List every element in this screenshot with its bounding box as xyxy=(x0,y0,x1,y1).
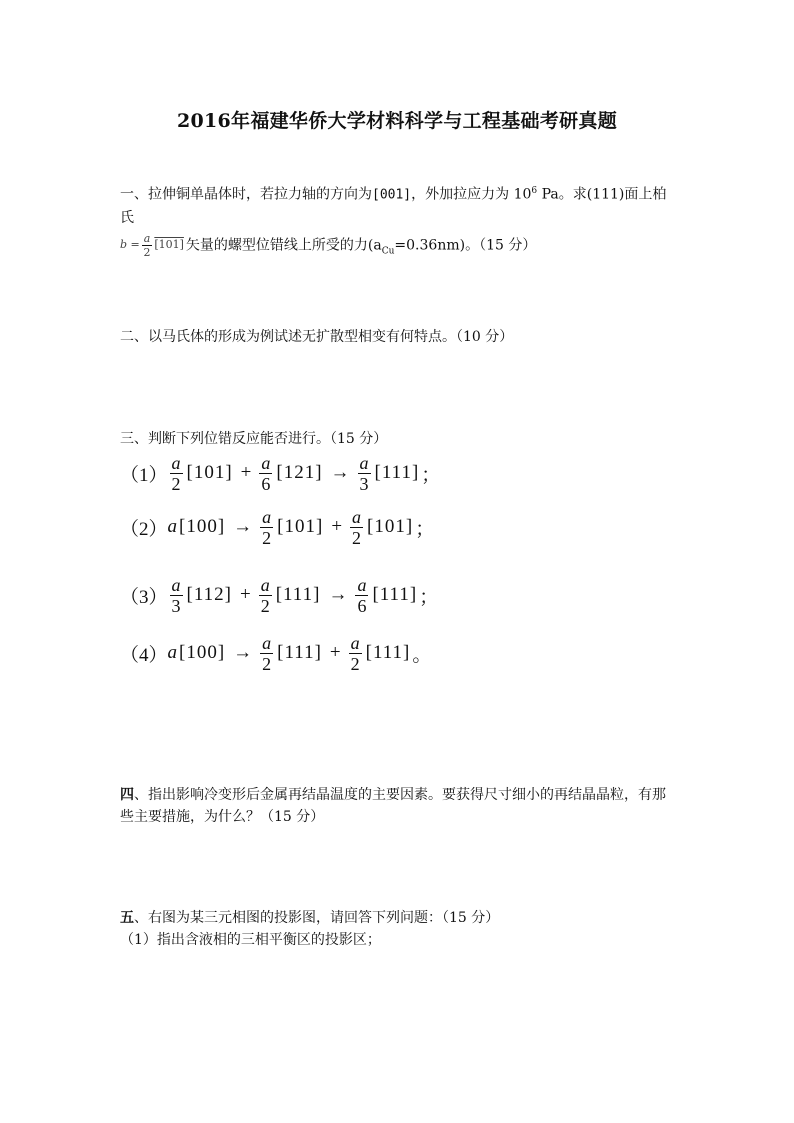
question-1-unit: Pa。求(111)面上柏氏 xyxy=(120,186,667,226)
question-1-line-2 xyxy=(120,233,680,262)
numerator: a xyxy=(260,574,270,595)
index: [101] xyxy=(367,516,414,537)
page-title: 2016年福建华侨大学材料科学与工程基础考研真题 xyxy=(176,110,618,132)
denominator: 2 xyxy=(350,653,360,674)
reaction-end: ； xyxy=(415,518,435,540)
question-5-number: 五 xyxy=(120,910,134,926)
fraction xyxy=(349,634,362,673)
question-5 xyxy=(120,907,680,951)
subscript-cu: Cu xyxy=(381,245,395,256)
fraction xyxy=(350,508,363,547)
reaction-label: （2） xyxy=(120,518,168,540)
index: [112] xyxy=(186,584,232,605)
direction-index: [001] xyxy=(372,187,412,203)
index: [101] xyxy=(277,516,324,537)
index: [111] xyxy=(275,584,321,605)
denominator: 6 xyxy=(357,595,367,616)
denominator: 2 xyxy=(262,653,272,674)
reaction-label: （3） xyxy=(120,586,168,608)
fraction xyxy=(259,576,272,615)
question-4-line-2: 些主要措施，为什么？（15 分） xyxy=(120,809,325,825)
numerator: a xyxy=(350,632,360,653)
question-2: 二、以马氏体的形成为例试述无扩散型相变有何特点。（10 分） xyxy=(120,329,514,345)
reaction-3 xyxy=(120,570,438,620)
index: [100] xyxy=(179,642,226,663)
fraction xyxy=(260,508,273,547)
index: [111] xyxy=(365,642,411,663)
denominator: 2 xyxy=(352,527,362,548)
question-4-line-1 xyxy=(120,784,680,806)
index: [111] xyxy=(277,642,322,663)
plus: + xyxy=(240,462,252,483)
numerator: a xyxy=(357,574,367,595)
question-4 xyxy=(120,784,680,828)
numerator: a xyxy=(171,452,181,473)
fraction xyxy=(358,454,371,493)
coefficient-a: a xyxy=(167,642,178,663)
denominator: 3 xyxy=(171,595,181,616)
arrow: → xyxy=(330,462,350,483)
formula-fraction xyxy=(142,233,153,258)
fraction xyxy=(259,454,272,493)
question-1-text-2: 矢量的螺型位错线上所受的力(a xyxy=(185,237,382,254)
fraction xyxy=(170,454,183,493)
question-4-text: 、指出影响冷变形后金属再结晶温度的主要因素。要获得尺寸细小的再结晶晶粒，有那 xyxy=(134,787,666,803)
reaction-end: ； xyxy=(419,586,439,608)
fraction xyxy=(355,576,368,615)
numerator: a xyxy=(262,506,272,527)
numerator: a xyxy=(261,452,271,473)
question-1-text: 一、拉伸铜单晶体时，若拉力轴的方向为 xyxy=(120,186,372,203)
reaction-label: （4） xyxy=(120,644,168,666)
denominator: 3 xyxy=(359,473,369,494)
denominator: 2 xyxy=(171,473,181,494)
formula-denominator: 2 xyxy=(143,245,151,259)
question-5-sub-1: （1）指出含液相的三相平衡区的投影区； xyxy=(120,932,381,948)
reaction-end: ； xyxy=(421,464,441,486)
plus: + xyxy=(331,516,343,537)
question-1 xyxy=(120,180,680,262)
reaction-4 xyxy=(120,628,431,678)
exponent: 6 xyxy=(531,186,538,196)
denominator: 6 xyxy=(261,473,271,494)
index: [100] xyxy=(179,516,226,537)
reaction-2 xyxy=(120,502,434,552)
formula-index: [101] xyxy=(154,238,184,252)
question-1-line-1 xyxy=(120,180,680,229)
reaction-end: 。 xyxy=(412,644,432,666)
numerator: a xyxy=(171,574,181,595)
formula-numerator: a xyxy=(143,231,151,245)
numerator: a xyxy=(359,452,369,473)
burgers-vector-formula xyxy=(120,233,184,258)
numerator: a xyxy=(352,506,362,527)
question-1-end: =0.36nm)。（15 分） xyxy=(394,237,537,254)
formula-b: b = xyxy=(120,238,140,252)
numerator: a xyxy=(262,632,272,653)
arrow: → xyxy=(233,642,253,663)
denominator: 2 xyxy=(260,595,270,616)
question-3: 三、判断下列位错反应能否进行。（15 分） xyxy=(120,431,388,447)
reaction-label: （1） xyxy=(120,464,168,486)
arrow: → xyxy=(233,516,253,537)
denominator: 2 xyxy=(262,527,272,548)
question-1-stress: ，外加拉应力为 10 xyxy=(411,186,532,203)
index: [111] xyxy=(374,462,420,483)
arrow: → xyxy=(328,584,348,605)
question-5-line-1 xyxy=(120,907,680,929)
reaction-1 xyxy=(120,448,440,498)
question-4-number: 四 xyxy=(120,787,134,803)
index: [121] xyxy=(276,462,323,483)
fraction xyxy=(170,576,183,615)
plus: + xyxy=(239,584,251,605)
index: [111] xyxy=(372,584,418,605)
question-5-text: 、右图为某三元相图的投影图，请回答下列问题：（15 分） xyxy=(134,910,500,926)
plus: + xyxy=(329,642,341,663)
fraction xyxy=(260,634,273,673)
index: [101] xyxy=(186,462,233,483)
coefficient-a: a xyxy=(167,516,178,537)
